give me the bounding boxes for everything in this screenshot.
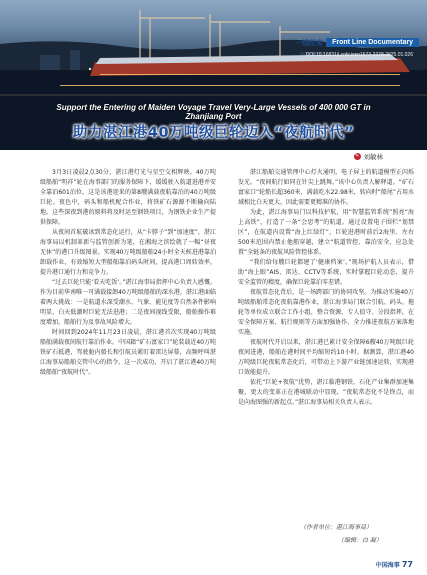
chinese-title: 助力湛江港40万吨级巨轮迈入“夜航时代” (72, 125, 355, 141)
paragraph: 从夜间首航破冰到常态化运行，从“卡脖子”到“加速度”，湛江海事局以机制革新与监管创新为笔，在湘海之滨绘就了一幅“昼夜无休”的港口升级图景。实现40万吨级船舶24小时全天候进港靠泊卸载作业，有效缩短大型船舶靠泊码头时间，提高港口周转效率，提升港口通行力和竞争力。 (40, 229, 216, 276)
paragraph: “我们给每艘巨轮都建了‘健康档案’。”现场护航人员表示，借助“海上眼”AIS、雷达、CCTV等系统，实时掌握巨轮动态，提升安全监管的精度，确保巨轮靠泊零差错。 (238, 259, 414, 286)
english-title (0, 103, 427, 121)
author-byline (354, 152, 384, 161)
pen-icon: ✎ (354, 153, 360, 159)
section-tag-cn: 一线纪实 (295, 38, 324, 47)
journal-name: 中国海事 (375, 562, 400, 569)
paragraph: 依托“巨轮+夜航”优势，湛江临港钢铁、石化产业集群加速集聚，更大的变革正在港城联动中显现。“夜航常态化不是终点，而是向海图强的新起点。”湛江海事局相关负责人表示。 (238, 379, 414, 406)
section-tag (295, 37, 419, 48)
paragraph: “过去巨轮只能‘看天吃饭’。”湛江海事局指挥中心负责人感慨。作为目前华南唯一可满载接卸40万吨级船舶的深水港，湛江港面临着两大挑战：一是航道水深受潮水、气象、能见度等自然条件影响明显，白天低潮时巨轮无法进港；二是夜间视线受限，船舶操作难度增加，船舶行为及事故风险增大。 (40, 279, 216, 326)
author-affiliation: （作者单位：湛江海事局） (300, 524, 373, 531)
paragraph: 夜航常态化背后，是一场跨部门的协同攻坚。为推动实施40万吨级船舶常态化夜航靠港作业，湛江海事局门联合引航、码头、拖轮等单位成立联合工作小组，整合资源、专人值守、分段指挥，在安全保障方案、航行规则等方面加强协作，全力推进夜航方案落地实施。 (238, 289, 414, 336)
left-column (40, 168, 216, 378)
paragraph: 时间回到2024年11月23日凌晨，湛江港首次实现40万吨级船舶满载夜间航行靠泊作业。中国籍“矿石富家口”轮装载近40万吨铁矿石抵港，驾驶舱内船长和引航员紧盯着雷达屏幕，高频呼叫湛江海事局船舶交管中心的指令。这一次成功，开启了湛江港40万吨级船舶“夜航时代”。 (40, 329, 216, 376)
paragraph: 为此，湛江海事局门以科技护航，用“智慧监管系统”照亮“海上高铁”，打造了一条“会思考”的航道。通过设置电子围栏“划禁区”，在航道内设置“海上红绿灯”，巨轮进港时前后2海里、左右500米范围内禁止他船穿越，建立“航道管控、靠泊安全、应急处置”全链条的夜航风险管控体系。 (238, 209, 414, 256)
section-tag-en: Front Line Documentary (326, 38, 419, 47)
english-title-line1: Support the Entering of Maiden Voyage Travel Very-Large Vessels of 400 000 GT in (56, 103, 371, 112)
paragraph: 湛江船舶交通管理中心灯火通明，电子屏上的航道模型正闪烁发光。“夜间航行如同在针尖上跳舞。”该中心负责人解释道。“矿石富家口”轮船长超360米，满载吃水22.98米，转向时“船尾”占用水域相比白天更大，因此需要更精准的协作。 (238, 169, 414, 206)
page-footer (376, 560, 413, 569)
page-number: 77 (401, 560, 413, 569)
author-name: 刘敏林 (363, 153, 383, 161)
editor-credit: （编辑：白 凝） (338, 537, 382, 544)
doi-line: DOI:10.16831/j.cnki.issn1673-2278.2025.01.026 (305, 52, 413, 58)
english-title-line2: Zhanjiang Port (185, 112, 242, 121)
paragraph: 夜航时代开启以来，湛江港已累计安全保障6艘40万吨级巨轮夜间进港，船舶在港时间平均缩短约10小时。据测算，湛江港40万吨级巨轮夜航常态化后，可带动上下游产业链加速运转，实现港口效能提升。 (238, 339, 414, 376)
right-column (238, 168, 414, 408)
paragraph: 3月3日凌晨2点30分，湛江港灯光与星空交相辉映。40万吨级船舶“明祥”轮在海事部门的服务保障下，缓缓驶入航道进港并安全靠泊601泊位，这是该港迎来的第8艘满载夜航靠泊的40万吨级巨轮。夜色中，码头和船机配合作业，将铁矿石源源不断输向陆地。这些深夜到港的原料将及时运至钢铁项目，为钢铁企业生产提供保障。 (40, 169, 216, 226)
